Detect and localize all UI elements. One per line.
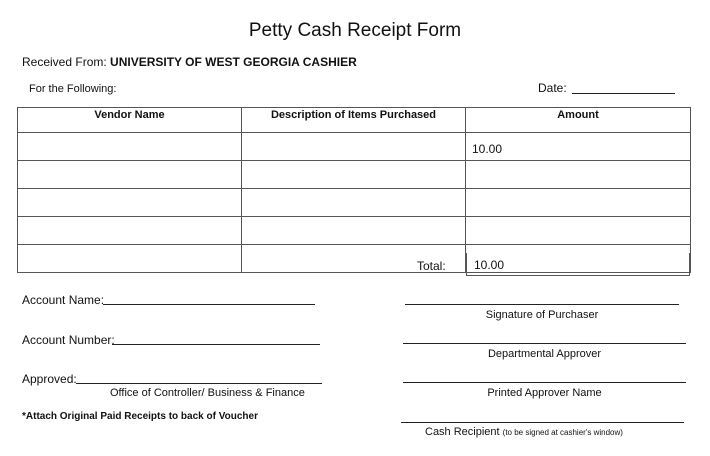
printed-approver-label: Printed Approver Name [487,387,602,399]
received-from-value: UNIVERSITY OF WEST GEORGIA CASHIER [110,55,357,69]
date-field[interactable] [572,93,675,94]
table-header [18,108,691,133]
table-row [18,217,691,245]
amount-cell[interactable] [466,161,691,189]
vendor-cell[interactable] [18,133,242,161]
table-row [18,161,691,189]
account-name-field[interactable] [103,304,315,305]
cash-recipient-field[interactable] [401,422,684,423]
amount-cell[interactable] [466,217,691,245]
approved-field[interactable] [76,383,322,384]
form-title: Petty Cash Receipt Form [248,20,462,41]
total-label: Total: [417,259,446,273]
vendor-cell[interactable] [18,217,242,245]
header-amount: Amount [466,108,691,133]
account-number-label: Account Number: [22,333,115,347]
amount-cell[interactable]: 10.00 [466,133,691,161]
items-table [17,107,691,273]
amount-cell[interactable] [466,189,691,217]
departmental-approver-label: Departmental Approver [487,348,602,360]
description-cell[interactable] [242,189,466,217]
vendor-cell[interactable] [18,161,242,189]
description-cell[interactable] [242,133,466,161]
signature-purchaser-label: Signature of Purchaser [485,309,599,321]
departmental-approver-field[interactable] [403,343,686,344]
vendor-cell[interactable] [18,189,242,217]
description-cell[interactable] [242,217,466,245]
description-cell[interactable] [242,161,466,189]
header-vendor: Vendor Name [18,108,242,133]
received-from-label: Received From: [22,55,107,69]
approved-caption: Office of Controller/ Business & Finance [110,387,305,399]
total-value: 10.00 [466,253,690,276]
vendor-cell[interactable] [18,245,242,273]
account-number-field[interactable] [112,344,320,345]
received-from [22,55,357,69]
header-description: Description of Items Purchased [242,108,466,133]
table-row [18,133,691,161]
for-following-label: For the Following: [29,83,117,95]
signature-purchaser-field[interactable] [405,304,679,305]
date-label: Date: [538,81,567,95]
table-row [18,189,691,217]
cash-recipient-label [425,426,623,438]
account-name-label: Account Name: [22,293,105,307]
attach-note: *Attach Original Paid Receipts to back of Voucher [22,411,258,422]
cash-recipient-note: (to be signed at cashier's window) [502,428,623,437]
approved-label: Approved: [22,372,77,386]
cash-recipient-text: Cash Recipient [425,426,500,438]
printed-approver-field[interactable] [403,382,686,383]
